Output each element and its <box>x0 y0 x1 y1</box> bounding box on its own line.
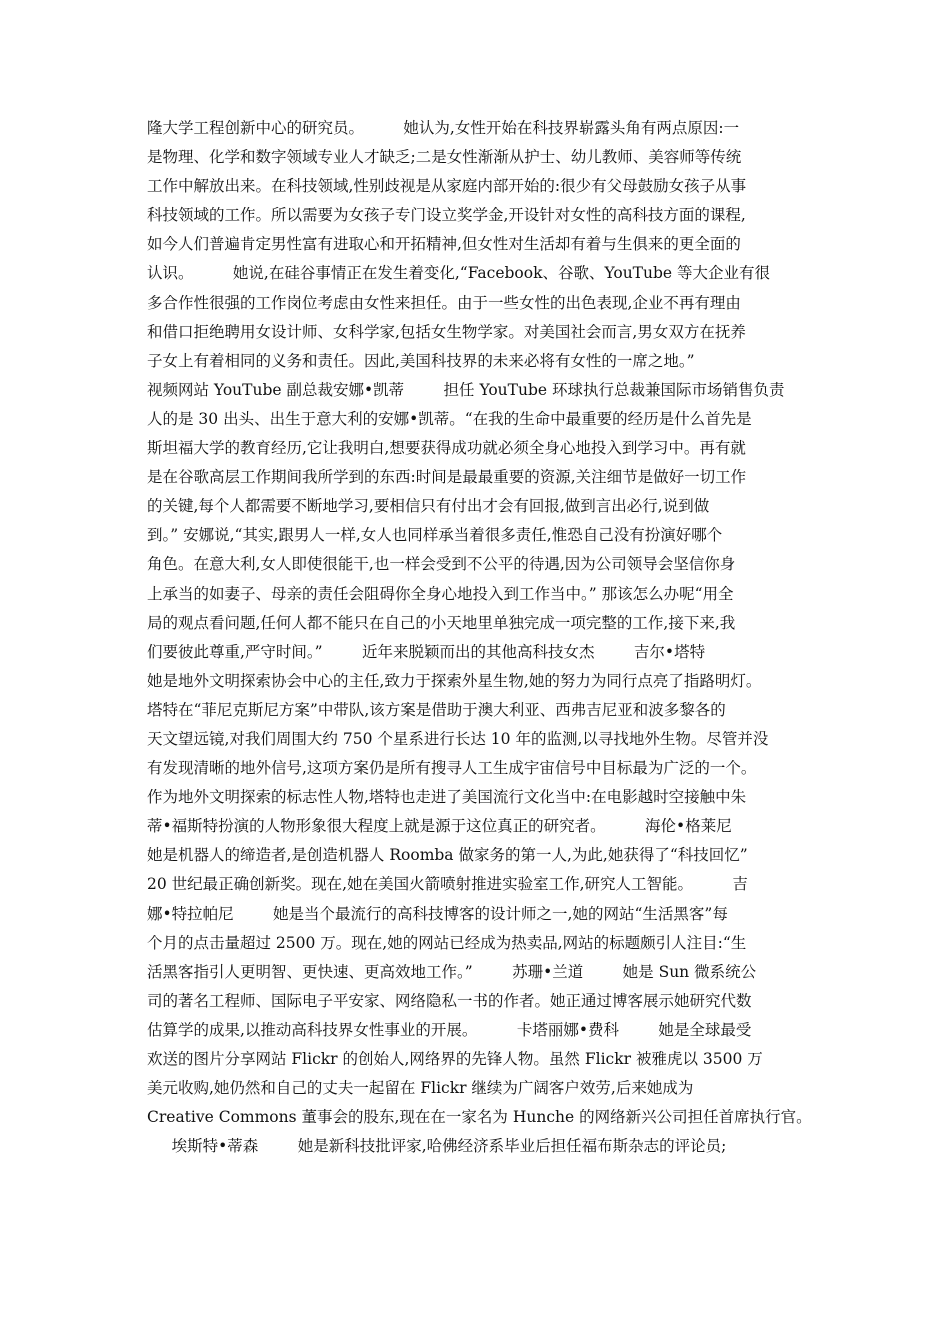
text-line: 是在谷歌高层工作期间我所学到的东西:时间是最最重要的资源,关注细节是做好一切工作 <box>147 468 747 487</box>
text-line: 是物理、化学和数字领域专业人才缺乏;二是女性渐渐从护士、幼儿教师、美容师等传统 <box>147 148 742 167</box>
text-line: 到。” 安娜说,“其实,跟男人一样,女人也同样承当着很多责任,惟恐自己没有扮演好哪个 <box>147 526 723 545</box>
text-line: 认识。 她说,在硅谷事情正在发生着变化,“Facebook、谷歌、YouTube 等大企业有很 <box>147 264 771 283</box>
text-line: 蒂•福斯特扮演的人物形象很大程度上就是源于这位真正的研究者。 海伦•格莱尼 <box>147 817 732 836</box>
text-line: 估算学的成果,以推动高科技界女性事业的开展。 卡塔丽娜•费科 她是全球最受 <box>147 1020 752 1039</box>
text-line: Creative Commons 董事会的股东,现在在一家名为 Hunche 的网络新兴公司担任首席执行官。 <box>147 1108 812 1127</box>
text-line: 多合作性很强的工作岗位考虑由女性来担任。由于一些女性的出色表现,企业不再有理由 <box>147 293 741 312</box>
text-line: 们要彼此尊重,严守时间。” 近年来脱颖而出的其他高科技女杰 吉尔•塔特 <box>147 642 706 661</box>
text-line: 角色。在意大利,女人即使很能干,也一样会受到不公平的待遇,因为公司领导会坚信你身 <box>147 555 736 574</box>
text-line: 娜•特拉帕尼 她是当个最流行的高科技博客的设计师之一,她的网站“生活黑客”每 <box>147 904 728 923</box>
text-line: 视频网站 YouTube 副总裁安娜•凯蒂 担任 YouTube 环球执行总裁兼国际市场销售负责 <box>147 380 785 399</box>
text-line: 埃斯特•蒂森 她是新科技批评家,哈佛经济系毕业后担任福布斯杂志的评论员; <box>147 1137 727 1156</box>
text-line: 局的观点看问题,任何人都不能只在自己的小天地里单独完成一项完整的工作,接下来,我 <box>147 613 736 632</box>
text-line: 20 世纪最正确创新奖。现在,她在美国火箭喷射推进实验室工作,研究人工智能。 吉 <box>147 875 748 894</box>
text-line: 的关键,每个人都需要不断地学习,要相信只有付出才会有回报,做到言出必行,说到做 <box>147 497 710 516</box>
text-line: 作为地外文明探索的标志性人物,塔特也走进了美国流行文化当中:在电影越时空接触中朱 <box>147 788 747 807</box>
text-line: 司的著名工程师、国际电子平安家、网络隐私一书的作者。她正通过博客展示她研究代数 <box>147 991 752 1010</box>
text-line: 隆大学工程创新中心的研究员。 她认为,女性开始在科技界崭露头角有两点原因:一 <box>147 119 740 137</box>
text-line: 科技领域的工作。所以需要为女孩子专门设立奖学金,开设针对女性的高科技方面的课程, <box>147 206 746 225</box>
text-line: 美元收购,她仍然和自己的丈夫一起留在 Flickr 继续为广阔客户效劳,后来她成为 <box>147 1079 694 1098</box>
text-line: 塔特在“菲尼克斯尼方案”中带队,该方案是借助于澳大利亚、西弗吉尼亚和波多黎各的 <box>147 700 726 719</box>
text-line: 欢送的图片分享网站 Flickr 的创始人,网络界的先锋人物。虽然 Flickr 被雅虎以 3500 万 <box>147 1050 763 1068</box>
text-line: 工作中解放出来。在科技领域,性别歧视是从家庭内部开始的:很少有父母鼓励女孩子从事 <box>147 177 747 196</box>
text-line: 天文望远镜,对我们周围大约 750 个星系进行长达 10 年的监测,以寻找地外生物。尽管并没 <box>147 729 769 748</box>
text-line: 斯坦福大学的教育经历,它让我明白,想要获得成功就必须全身心地投入到学习中。再有就 <box>147 439 746 458</box>
text-line: 如今人们普遍肯定男性富有进取心和开拓精神,但女性对生活却有着与生俱来的更全面的 <box>147 235 741 254</box>
text-line: 活黑客指引人更明智、更快速、更高效地工作。” 苏珊•兰道 她是 Sun 微系统公 <box>147 962 757 981</box>
text-line: 个月的点击量超过 2500 万。现在,她的网站已经成为热卖品,网站的标题颇引人注目:“生 <box>147 933 747 952</box>
body-text <box>147 114 827 1161</box>
text-line: 和借口拒绝聘用女设计师、女科学家,包括女生物学家。对美国社会而言,男女双方在抚养 <box>147 322 746 341</box>
text-line: 上承当的如妻子、母亲的责任会阻碍你全身心地投入到工作当中。” 那该怎么办呢“用全 <box>147 584 734 603</box>
text-line: 她是地外文明探索协会中心的主任,致力于探索外星生物,她的努力为同行点亮了指路明灯。 <box>147 671 762 690</box>
text-line: 有发现清晰的地外信号,这项方案仍是所有搜寻人工生成宇宙信号中目标最为广泛的一个。 <box>147 759 757 778</box>
text-line: 她是机器人的缔造者,是创造机器人 Roomba 做家务的第一人,为此,她获得了“科技回忆” <box>147 846 748 865</box>
text-line: 人的是 30 出头、出生于意大利的安娜•凯蒂。“在我的生命中最重要的经历是什么首先是 <box>147 409 752 428</box>
text-line: 子女上有着相同的义务和责任。因此,美国科技界的未来必将有女性的一席之地。” <box>147 351 695 370</box>
